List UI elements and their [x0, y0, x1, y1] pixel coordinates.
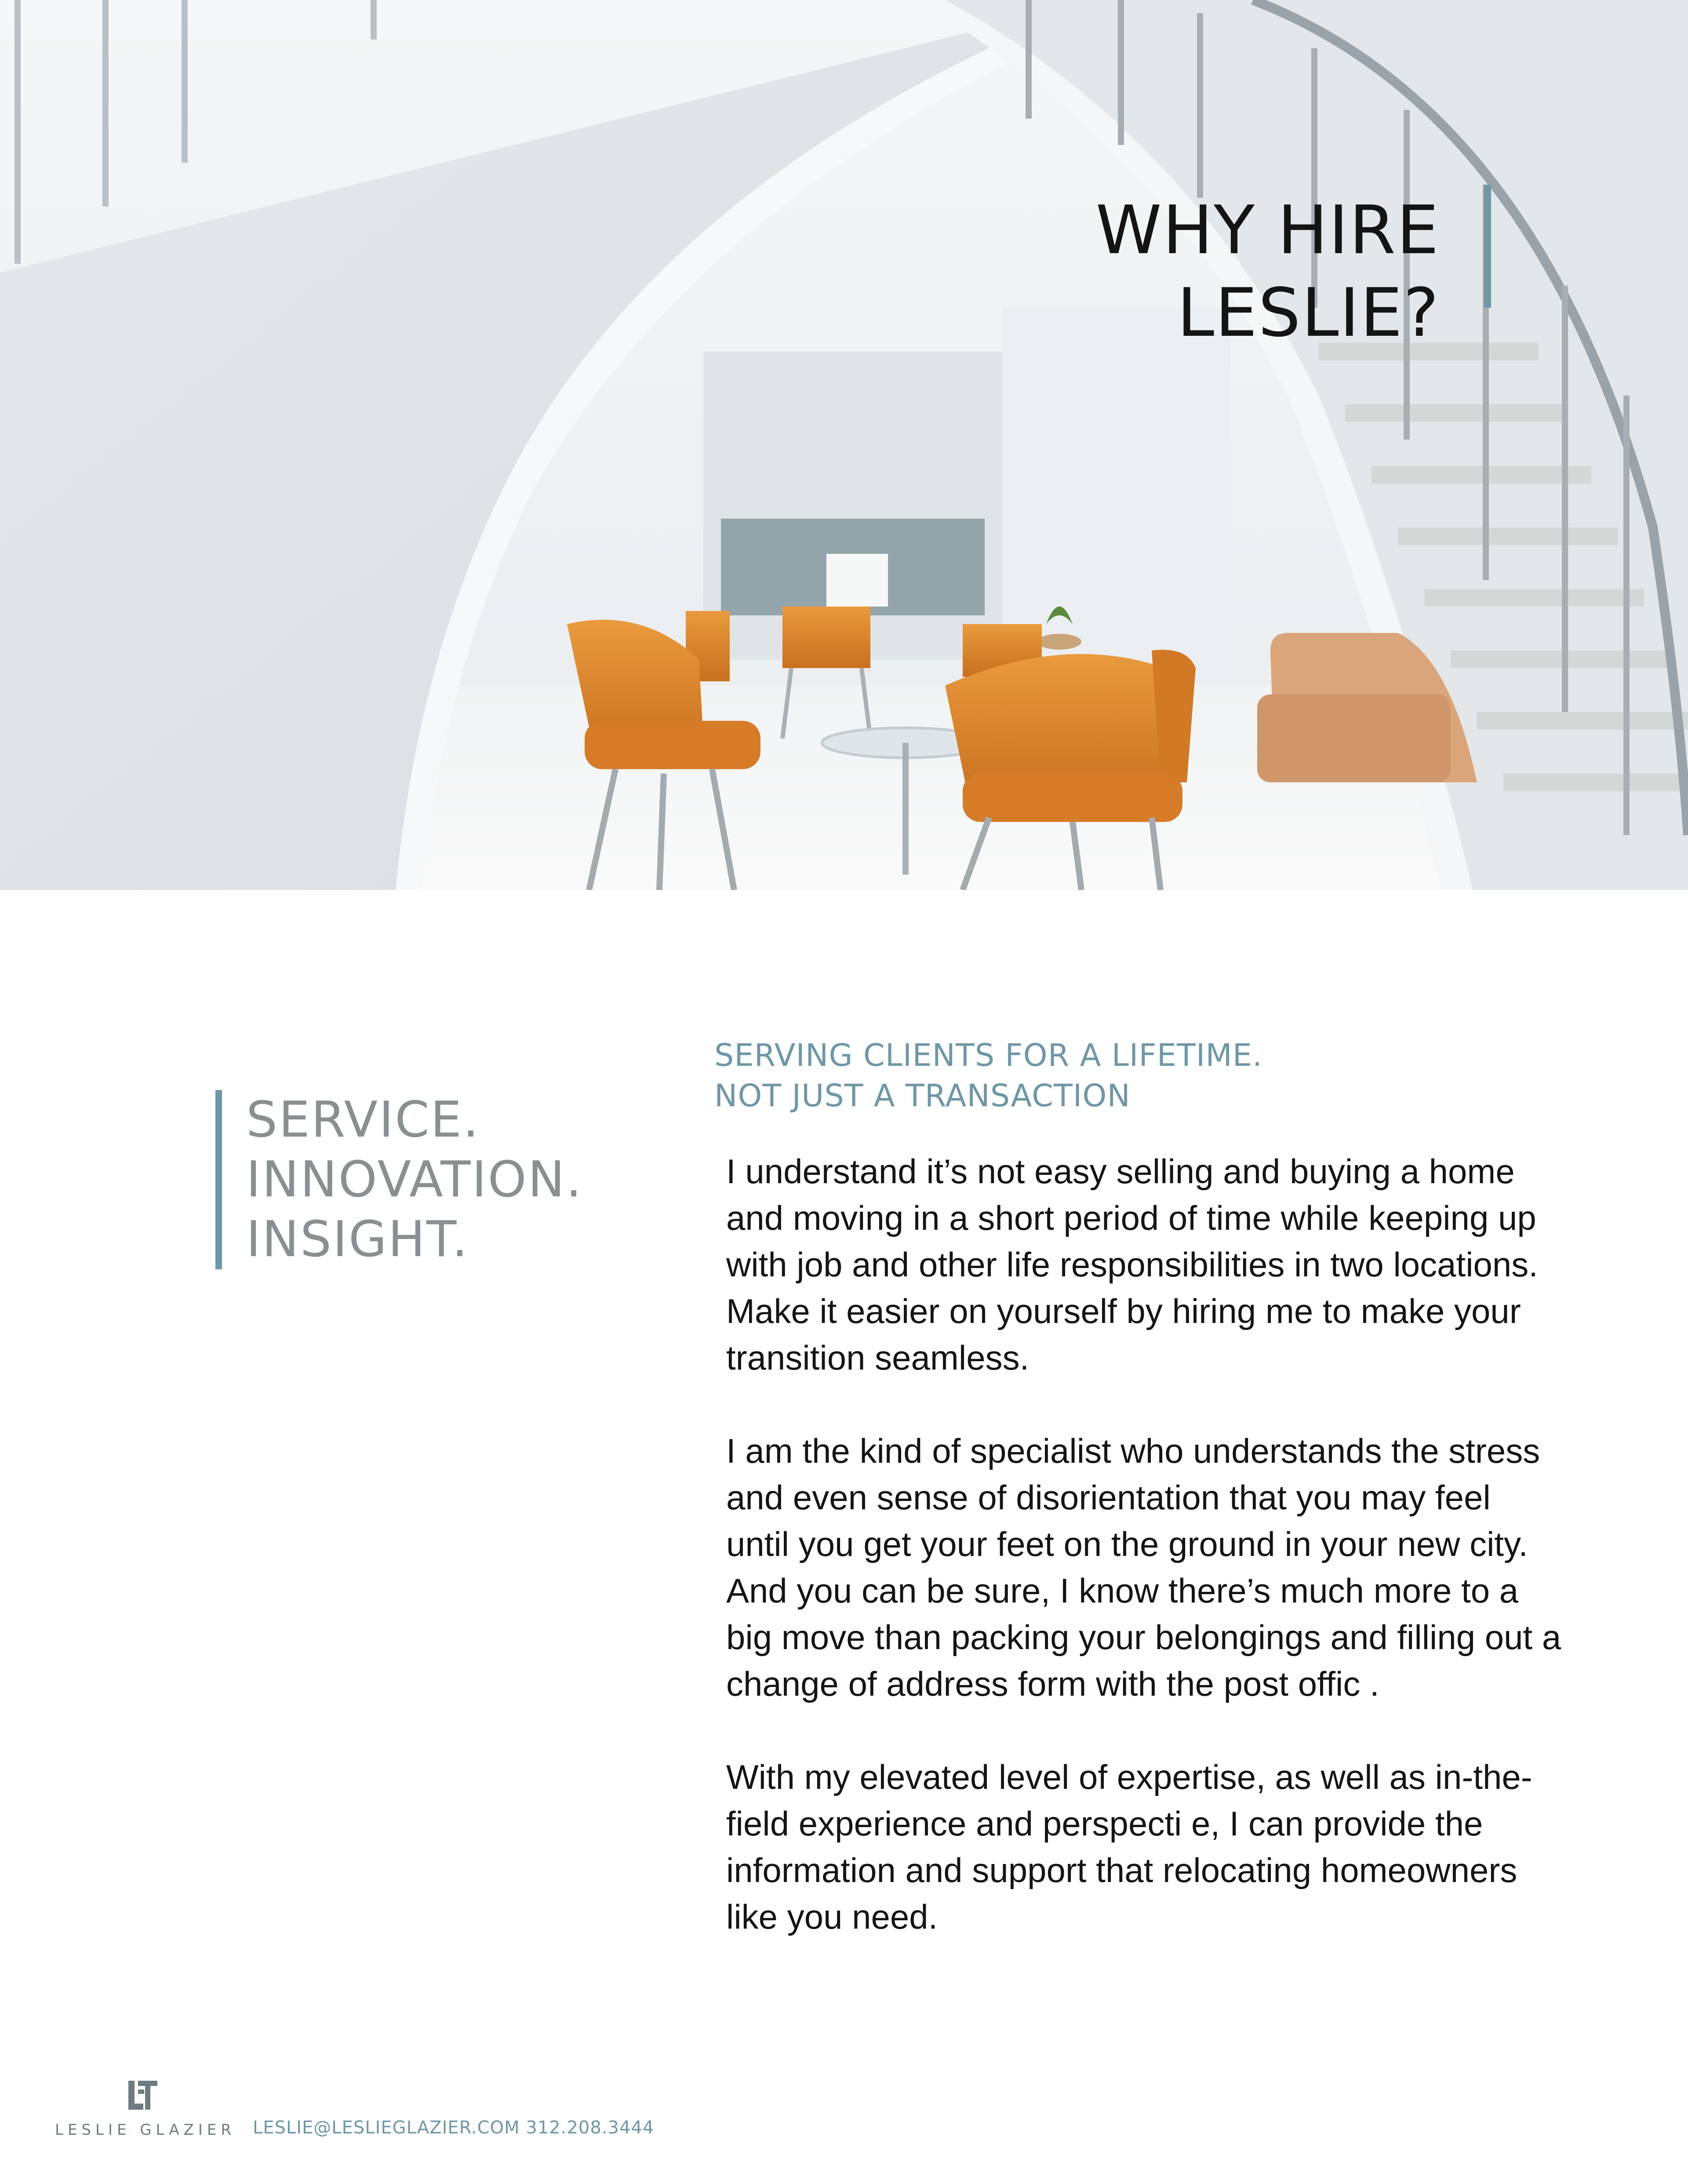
subheading-line-1: SERVING CLIENTS FOR A LIFETIME.: [714, 1037, 1263, 1073]
hero-title: [1095, 189, 1440, 354]
lobby-staircase-photo: [0, 0, 1688, 890]
body-copy: [726, 1148, 1632, 1987]
logo-wordmark: LESLIE GLAZIER: [55, 2121, 236, 2139]
body-paragraph-2: I am the kind of specialist who understands the stress and even sense of disorientation that you may feel until you get your feet on the ground in your new city. And you can be sure, I know there’s much more to a big move than packing your belongings and filling out a change of address form with the post offic .: [726, 1432, 1561, 1703]
hero-title-line-2: LESLIE?: [1177, 274, 1440, 352]
body-paragraph-1: I understand it’s not easy selling and buying a home and moving in a short period of time while keeping up with job and other life responsibilities in two locations. Make it easier on yourself by hiring me to make your transition seamless.: [726, 1152, 1538, 1377]
hero-image: [0, 0, 1688, 890]
body-paragraph-3: With my elevated level of expertise, as well as in-the- field experience and perspecti e, I can provide the information and support that relocating homeowners like you need.: [726, 1758, 1532, 1936]
tagline: [215, 1090, 583, 1269]
leslie-glazier-monogram-icon: [127, 2079, 159, 2111]
footer-contact[interactable]: LESLIE@LESLIEGLAZIER.COM 312.208.3444: [253, 2118, 655, 2138]
tagline-insight: INSIGHT.: [246, 1211, 469, 1268]
subheading-line-2: NOT JUST A TRANSACTION: [714, 1078, 1131, 1114]
section-subheading: [714, 1035, 1262, 1116]
footer-logo: [55, 2079, 236, 2139]
hero-title-line-1: WHY HIRE: [1095, 191, 1440, 269]
tagline-service: SERVICE.: [246, 1091, 480, 1148]
tagline-innovation: INNOVATION.: [246, 1151, 583, 1208]
